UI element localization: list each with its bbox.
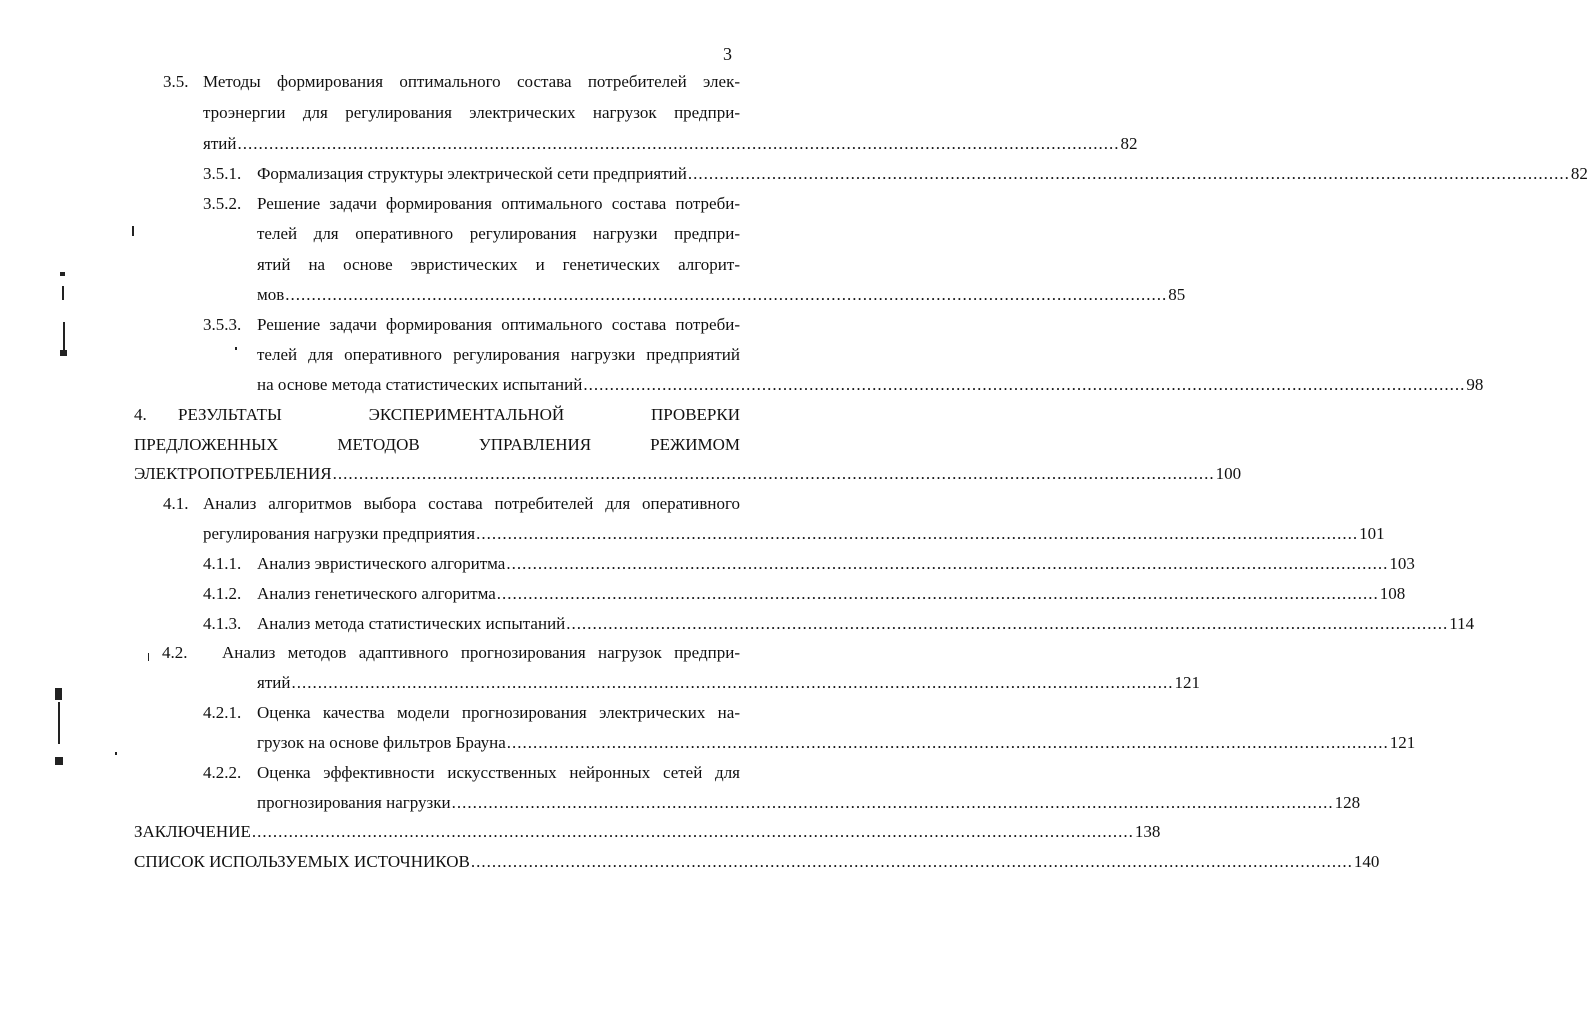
toc-conclusion: ЗАКЛЮЧЕНИЕ ........................................................................................................................................................................ 138: [134, 822, 1161, 841]
toc-page: 98: [1466, 375, 1484, 394]
toc-num-4-1-1: 4.1.1.: [203, 554, 242, 573]
leader-dots: ........................................................................................................................................................................: [451, 793, 1334, 812]
scan-speck: [63, 322, 65, 350]
toc-num-4-2-1: 4.2.1.: [203, 703, 242, 722]
leader-dots: ........................................................................................................................................................................: [476, 524, 1359, 543]
leader-dots: ........................................................................................................................................................................: [687, 164, 1570, 183]
scan-speck: [60, 272, 65, 276]
toc-3-5-line-1: Методы формирования оптимального состава потребителей элек-: [203, 72, 740, 91]
leader-dots: ........................................................................................................................................................................: [291, 673, 1174, 692]
scan-speck: [132, 226, 134, 236]
toc-3-5-line-2: троэнергии для регулирования электрических нагрузок предпри-: [203, 103, 740, 122]
toc-num-4: 4.: [134, 405, 147, 424]
toc-3-5-2-line-1: Решение задачи формирования оптимального состава потреби-: [257, 194, 740, 213]
toc-4-line-3: ЭЛЕКТРОПОТРЕБЛЕНИЯ ........................................................................................................................................................................ 100: [134, 464, 1242, 483]
toc-page: 121: [1389, 733, 1416, 752]
leader-dots: ........................................................................................................................................................................: [506, 554, 1389, 573]
toc-page: 101: [1359, 524, 1385, 543]
leader-dots: ........................................................................................................................................................................: [237, 134, 1120, 153]
toc-4-1-line-1: Анализ алгоритмов выбора состава потребителей для оперативного: [203, 494, 740, 513]
toc-page: 121: [1174, 673, 1200, 692]
leader-dots: ........................................................................................................................................................................: [566, 614, 1449, 633]
scan-speck: [115, 752, 117, 755]
scan-speck: [235, 347, 237, 350]
toc-page: 128: [1334, 793, 1361, 812]
toc-num-3-5-1: 3.5.1.: [203, 164, 242, 183]
toc-4-1-line-2: регулирования нагрузки предприятия ........................................................................................................................................................................ 101: [203, 524, 1385, 543]
toc-num-4-1: 4.1.: [163, 494, 189, 513]
toc-references: СПИСОК ИСПОЛЬЗУЕМЫХ ИСТОЧНИКОВ ........................................................................................................................................................................ 140: [134, 852, 1380, 871]
toc-3-5-2-line-2: телей для оперативного регулирования нагрузки предпри-: [257, 224, 740, 243]
toc-3-5-1: Формализация структуры электрической сети предприятий ........................................................................................................................................................................ 82: [257, 164, 1588, 183]
scan-speck: [60, 350, 67, 356]
toc-num-4-2: 4.2.: [162, 643, 188, 662]
scan-speck: [58, 702, 60, 744]
leader-dots: ........................................................................................................................................................................: [583, 375, 1466, 394]
toc-3-5-2-line-4: мов ........................................................................................................................................................................ 85: [257, 285, 1186, 304]
toc-3-5-3-line-3: на основе метода статистических испытаний ........................................................................................................................................................................ 98: [257, 375, 1484, 394]
toc-4-2-line-1: Анализ методов адаптивного прогнозирования нагрузок предпри-: [222, 643, 740, 662]
toc-3-5-3-line-2: телей для оперативного регулирования нагрузки предприятий: [257, 345, 740, 364]
toc-num-4-1-2: 4.1.2.: [203, 584, 242, 603]
toc-4-2-2-line-1: Оценка эффективности искусственных нейронных сетей для: [257, 763, 740, 782]
page-number: 3: [723, 44, 732, 64]
scan-speck: [62, 286, 64, 300]
toc-page: 108: [1379, 584, 1406, 603]
toc-4-line-1: РЕЗУЛЬТАТЫ ЭКСПЕРИМЕНТАЛЬНОЙ ПРОВЕРКИ: [178, 405, 740, 424]
toc-page: 82: [1570, 164, 1588, 183]
toc-page: 138: [1134, 822, 1161, 841]
leader-dots: ........................................................................................................................................................................: [332, 464, 1215, 483]
toc-page: 140: [1353, 852, 1380, 871]
toc-page: 100: [1215, 464, 1242, 483]
toc-num-4-2-2: 4.2.2.: [203, 763, 242, 782]
toc-3-5-line-3: ятий ........................................................................................................................................................................ 82: [203, 134, 1138, 153]
toc-4-1-1: Анализ эвристического алгоритма ........................................................................................................................................................................ 103: [257, 554, 1415, 573]
toc-page: 114: [1449, 614, 1475, 633]
leader-dots: ........................................................................................................................................................................: [506, 733, 1389, 752]
toc-num-3-5-3: 3.5.3.: [203, 315, 242, 334]
toc-num-3-5: 3.5.: [163, 72, 189, 91]
toc-num-3-5-2: 3.5.2.: [203, 194, 242, 213]
leader-dots: ........................................................................................................................................................................: [470, 852, 1353, 871]
leader-dots: ........................................................................................................................................................................: [496, 584, 1379, 603]
scan-speck: [55, 688, 62, 700]
leader-dots: ........................................................................................................................................................................: [285, 285, 1168, 304]
toc-4-2-line-2: ятий ........................................................................................................................................................................ 121: [257, 673, 1200, 692]
toc-4-2-2-line-2: прогнозирования нагрузки ........................................................................................................................................................................ 128: [257, 793, 1361, 812]
toc-page: 85: [1168, 285, 1186, 304]
toc-4-2-1-line-2: грузок на основе фильтров Брауна ........................................................................................................................................................................ 121: [257, 733, 1416, 752]
toc-page: 103: [1389, 554, 1415, 573]
toc-3-5-2-line-3: ятий на основе эвристических и генетических алгорит-: [257, 255, 740, 274]
scan-speck: [55, 757, 63, 765]
toc-4-1-2: Анализ генетического алгоритма ........................................................................................................................................................................ 108: [257, 584, 1406, 603]
toc-4-2-1-line-1: Оценка качества модели прогнозирования электрических на-: [257, 703, 740, 722]
leader-dots: ........................................................................................................................................................................: [251, 822, 1134, 841]
toc-4-line-2: ПРЕДЛОЖЕННЫХ МЕТОДОВ УПРАВЛЕНИЯ РЕЖИМОМ: [134, 435, 740, 454]
scan-speck: [148, 653, 149, 661]
toc-num-4-1-3: 4.1.3.: [203, 614, 242, 633]
toc-4-1-3: Анализ метода статистических испытаний ........................................................................................................................................................................ 114: [257, 614, 1475, 633]
toc-page: 82: [1120, 134, 1138, 153]
toc-3-5-3-line-1: Решение задачи формирования оптимального состава потреби-: [257, 315, 740, 334]
